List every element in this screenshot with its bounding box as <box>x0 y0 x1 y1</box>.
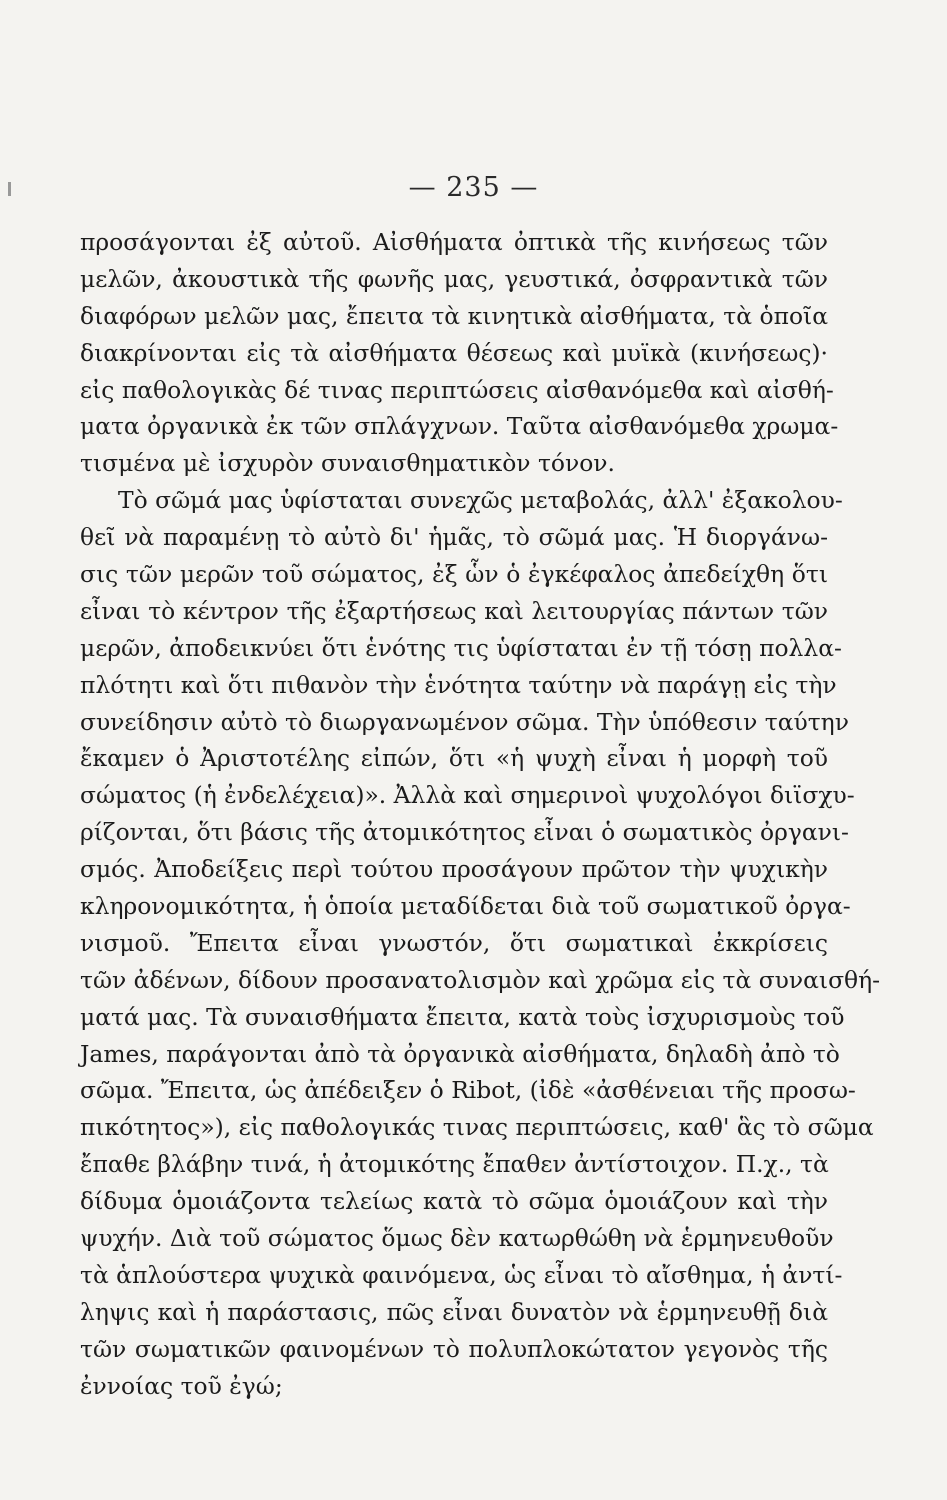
text-line: ἔκαμεν ὁ Ἀριστοτέλης εἰπών, ὅτι «ἡ ψυχὴ εἶναι ἡ μορφὴ τοῦ <box>80 744 828 773</box>
text-line: Τὸ σῶμά μας ὑφίσταται συνεχῶς μεταβολάς, ἀλλ' ἐξακολου- <box>118 486 843 515</box>
text-line: μελῶν, ἀκουστικὰ τῆς φωνῆς μας, γευστικά, ὀσφραντικὰ τῶν <box>80 264 828 293</box>
text-line: ἔπαθε βλάβην τινά, ἡ ἀτομικότης ἔπαθεν ἀντίστοιχον. Π.χ., τὰ <box>80 1150 829 1179</box>
text-line: συνείδησιν αὐτὸ τὸ διωργανωμένον σῶμα. Τὴν ὑπόθεσιν ταύτην <box>80 707 849 736</box>
text-line: τισμένα μὲ ἰσχυρὸν συναισθηματικὸν τόνον. <box>80 449 615 478</box>
text-line: ματα ὀργανικὰ ἐκ τῶν σπλάγχνων. Ταῦτα αἰσθανόμεθα χρωμα- <box>80 412 839 441</box>
text-line: σώματος (ἡ ἐνδελέχεια)». Ἀλλὰ καὶ σημερινοὶ ψυχολόγοι διϊσχυ- <box>80 781 855 810</box>
text-line: σις τῶν μερῶν τοῦ σώματος, ἐξ ὧν ὁ ἐγκέφαλος ἀπεδείχθη ὅτι <box>80 560 828 589</box>
page-number: — 235 — <box>408 172 539 203</box>
text-line: εἶναι τὸ κέντρον τῆς ἐξαρτήσεως καὶ λειτουργίας πάντων τῶν <box>80 596 828 625</box>
text-line: τῶν ἀδένων, δίδουν προσανατολισμὸν καὶ χρῶμα εἰς τὰ συναισθή- <box>80 965 881 994</box>
text-line: τὰ ἁπλούστερα ψυχικὰ φαινόμενα, ὡς εἶναι τὸ αἴσθημα, ἡ ἀντί- <box>80 1260 843 1289</box>
text-line: σμός. Ἀποδείξεις περὶ τούτου προσάγουν πρῶτον τὴν ψυχικὴν <box>80 855 828 884</box>
text-line: διακρίνονται εἰς τὰ αἰσθήματα θέσεως καὶ μυϊκὰ (κινήσεως)· <box>80 338 828 367</box>
text-line: τῶν σωματικῶν φαινομένων τὸ πολυπλοκώτατον γεγονὸς τῆς <box>80 1334 828 1363</box>
text-line: James, παράγονται ἀπὸ τὰ ὀργανικὰ αἰσθήματα, δηλαδὴ ἀπὸ τὸ <box>80 1039 840 1068</box>
text-line: μερῶν, ἀποδεικνύει ὅτι ἑνότης τις ὑφίσταται ἐν τῇ τόσῃ πολλα- <box>80 633 842 662</box>
text-line: σῶμα. Ἔπειτα, ὡς ἀπέδειξεν ὁ Ribot, (ἰδὲ «ἀσθένειαι τῆς προσω- <box>80 1076 856 1105</box>
text-line: προσάγονται ἐξ αὐτοῦ. Αἰσθήματα ὀπτικὰ τῆς κινήσεως τῶν <box>80 228 828 256</box>
text-line: πικότητος»), εἰς παθολογικάς τινας περιπτώσεις, καθ' ἃς τὸ σῶμα <box>80 1113 874 1142</box>
text-line: πλότητι καὶ ὅτι πιθανὸν τὴν ἑνότητα ταύτην νὰ παράγῃ εἰς τὴν <box>80 670 837 699</box>
body-text <box>80 224 881 1405</box>
text-line: κληρονομικότητα, ἡ ὁποία μεταδίδεται διὰ τοῦ σωματικοῦ ὀργα- <box>80 892 851 921</box>
text-line: δίδυμα ὁμοιάζοντα τελείως κατὰ τὸ σῶμα ὁμοιάζουν καὶ τὴν <box>80 1187 828 1216</box>
text-line: διαφόρων μελῶν μας, ἔπειτα τὰ κινητικὰ αἰσθήματα, τὰ ὁποῖα <box>80 301 828 330</box>
text-line: νισμοῦ. Ἔπειτα εἶναι γνωστόν, ὅτι σωματικαὶ ἐκκρίσεις <box>80 928 828 957</box>
text-line: ρίζονται, ὅτι βάσις τῆς ἀτομικότητος εἶναι ὁ σωματικὸς ὀργανι- <box>80 818 849 847</box>
text-line: εἰς παθολογικὰς δέ τινας περιπτώσεις αἰσθανόμεθα καὶ αἰσθή- <box>80 375 834 404</box>
text-line: ἐννοίας τοῦ ἐγώ; <box>80 1371 283 1400</box>
text-line: ληψις καὶ ἡ παράστασις, πῶς εἶναι δυνατὸν νὰ ἑρμηνευθῇ διὰ <box>80 1297 828 1326</box>
text-line: ματά μας. Τὰ συναισθήματα ἔπειτα, κατὰ τοὺς ἰσχυρισμοὺς τοῦ <box>80 1002 845 1031</box>
text-line: ψυχήν. Διὰ τοῦ σώματος ὅμως δὲν κατωρθώθη νὰ ἑρμηνευθοῦν <box>80 1224 834 1253</box>
text-line: θεῖ νὰ παραμένῃ τὸ αὐτὸ δι' ἡμᾶς, τὸ σῶμά μας. Ἡ διοργάνω- <box>80 523 828 552</box>
